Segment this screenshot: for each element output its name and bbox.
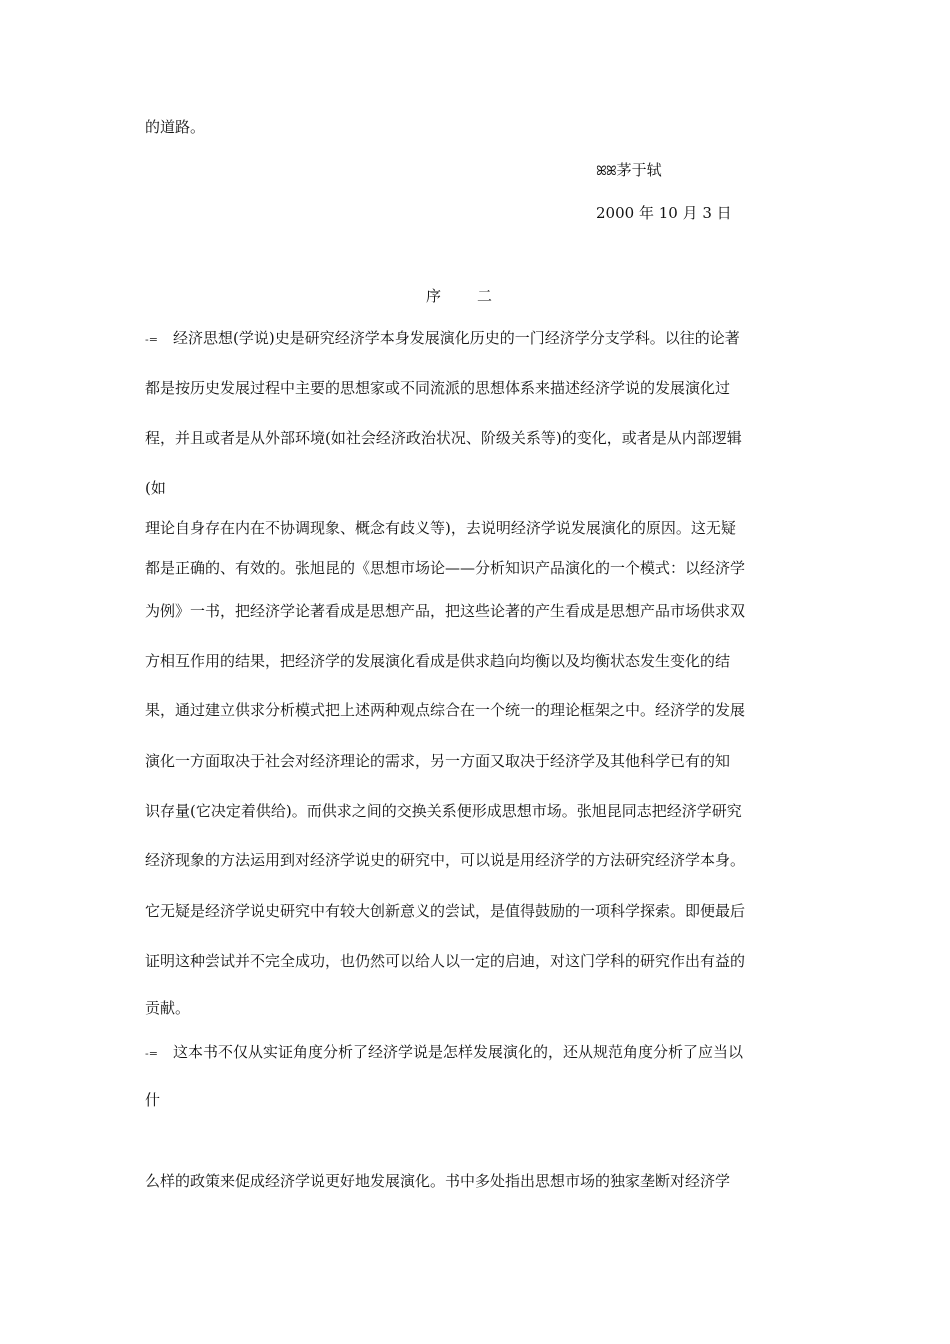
paragraph-1-line-1	[145, 328, 740, 350]
paragraph-1-line-5: 理论自身存在内在不协调现象、概念有歧义等)，去说明经济学说发展演化的原因。这无疑	[145, 519, 736, 537]
paragraph-1-line-11: 识存量(它决定着供给)。而供求之间的交换关系便形成思想市场。张旭昆同志把经济学研究	[145, 802, 742, 820]
paragraph-1-line-10: 演化一方面取决于社会对经济理论的需求，另一方面又取决于经济学及其他科学已有的知	[145, 752, 731, 770]
signature-author	[596, 160, 662, 182]
line-text: 经济思想(学说)史是研究经济学本身发展演化历史的一门经济学分支学科。以往的论著	[173, 329, 740, 347]
paragraph-1-line-8: 方相互作用的结果，把经济学的发展演化看成是供求趋向均衡以及均衡状态发生变化的结	[145, 652, 731, 670]
paragraph-1-line-15: 贡献。	[145, 999, 191, 1017]
line-text: 这本书不仅从实证角度分析了经济学说是怎样发展演化的，还从规范角度分析了应当以	[173, 1043, 744, 1061]
paragraph-1-line-7: 为例》一书，把经济学论著看成是思想产品，把这些论著的产生看成是思想产品市场供求双	[145, 602, 746, 620]
paragraph-1-line-14: 证明这种尝试并不完全成功，也仍然可以给人以一定的启迪，对这门学科的研究作出有益的	[145, 952, 746, 970]
paragraph-1-line-12: 经济现象的方法运用到对经济学说史的研究中，可以说是用经济学的方法研究经济学本身。	[145, 851, 746, 869]
paragraph-1-line-2: 都是按历史发展过程中主要的思想家或不同流派的思想体系来描述经济学说的发展演化过	[145, 379, 731, 397]
author-name: 茅于轼	[616, 161, 662, 179]
heading-char-1: 序	[426, 287, 442, 305]
paragraph-1-line-13: 它无疑是经济学说史研究中有较大创新意义的尝试，是值得鼓励的一项科学探索。即便最后	[145, 902, 746, 920]
bullet-marker-icon: -=	[145, 1047, 158, 1060]
paragraph-1-line-6: 都是正确的、有效的。张旭昆的《思想市场论——分析知识产品演化的一个模式：以经济学	[145, 559, 746, 577]
paragraph-2-line-1	[145, 1042, 743, 1064]
paragraph-2-line-2: 什	[145, 1091, 161, 1109]
paragraph-1-line-3: 程，并且或者是从外部环境(如社会经济政治状况、阶级关系等)的变化，或者是从内部逻辑	[145, 429, 742, 447]
carryover-line: 的道路。	[145, 118, 206, 136]
signature-date: 2000 年 10 月 3 日	[596, 204, 732, 222]
bullet-marker-icon: -=	[145, 333, 158, 346]
paragraph-1-line-9: 果，通过建立供求分析模式把上述两种观点综合在一个统一的理论框架之中。经济学的发展	[145, 701, 746, 719]
section-heading	[426, 286, 492, 306]
signature-mark-icon: ꕤꕤ	[596, 164, 616, 179]
paragraph-2-line-3: 么样的政策来促成经济学说更好地发展演化。书中多处指出思想市场的独家垄断对经济学	[145, 1172, 731, 1190]
heading-char-2: 二	[477, 287, 493, 305]
paragraph-1-line-4: (如	[145, 479, 166, 497]
